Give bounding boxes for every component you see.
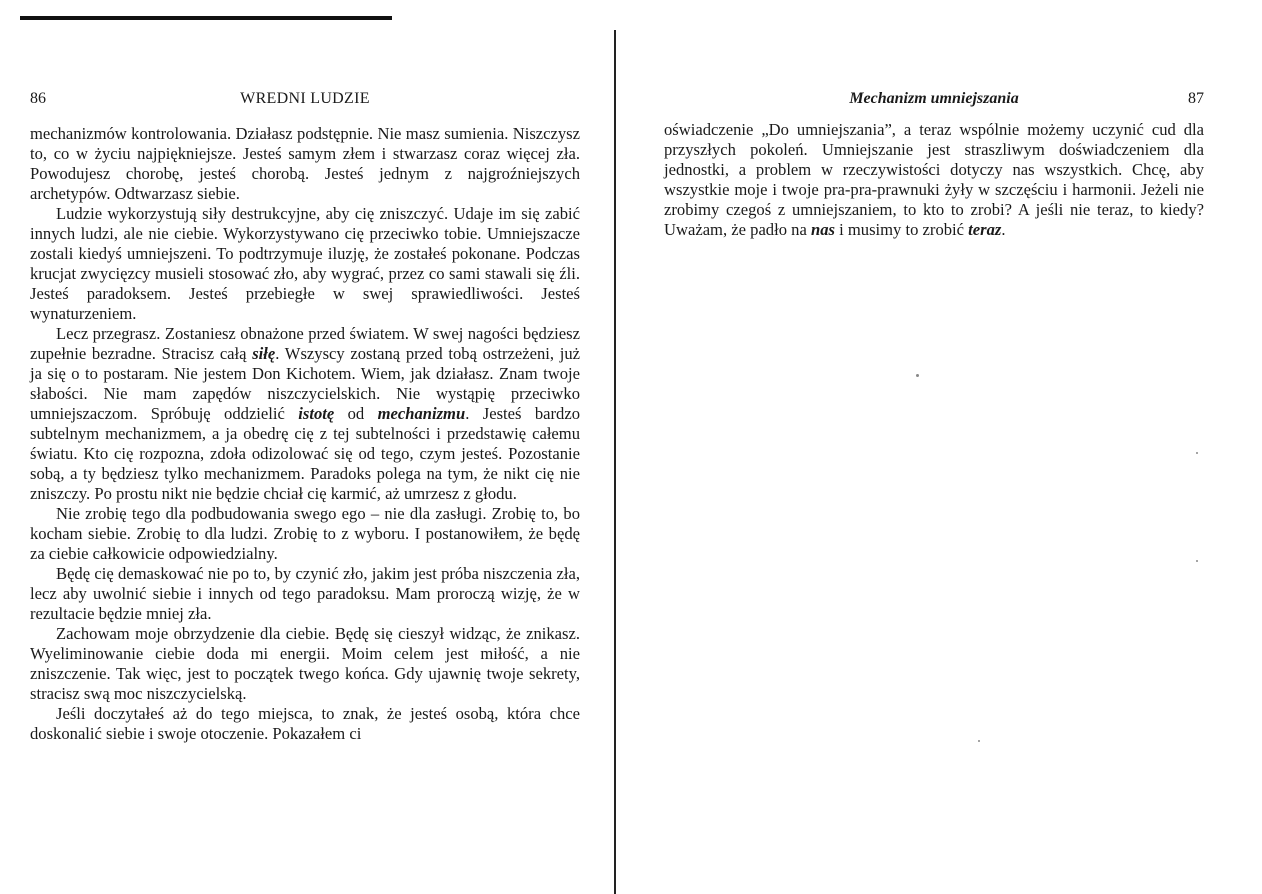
book-spine	[614, 30, 616, 894]
paragraph	[30, 624, 580, 704]
text-run: Jeśli doczytałeś aż do tego miejsca, to znak, że jesteś osobą, która chce doskonalić siebie i swoje otoczenie. Pokazałem ci	[30, 704, 580, 743]
scan-speck	[916, 374, 919, 377]
emphasized-word: siłę	[252, 344, 276, 363]
paragraph	[30, 564, 580, 624]
text-run: i musimy to zrobić	[834, 220, 969, 239]
text-run: od	[334, 404, 378, 423]
paragraph	[30, 124, 580, 204]
scan-speck	[978, 740, 980, 742]
text-run: Będę cię demaskować nie po to, by czynić zło, jakim jest próba niszczenia zła, lecz aby uwolnić siebie i innych od tego paradoksu. Mam proroczą wizję, że w rezultacie będzie mniej zła.	[30, 564, 580, 623]
text-run: Ludzie wykorzystują siły destrukcyjne, aby cię zniszczyć. Udaje im się zabić innych ludzi, ale nie ciebie. Wykorzystywano cię przeciwko tobie. Umniejszacze zostali kiedyś umniejszeni. To podtrzymuje iluzję, że zostałeś pokonane. Podczas krucjat zwycięzcy musieli stosować zło, aby wygrać, przez co sami stawali się źli. Jesteś paradoksem. Jesteś przebiegłe w swej sprawiedliwości. Jesteś wynaturzeniem.	[30, 204, 580, 323]
emphasized-word: teraz	[968, 220, 1002, 239]
paragraph	[30, 504, 580, 564]
emphasized-word: nas	[810, 220, 835, 239]
text-run: Zachowam moje obrzydzenie dla ciebie. Będę się cieszył widząc, że znikasz. Wyeliminowanie ciebie doda mi energii. Moim celem jest miłość, a nie zniszczenie. Tak więc, jest to początek twego końca. Gdy ujawnię twoje sekrety, stracisz swą moc niszczycielską.	[30, 624, 580, 703]
right-body-text	[664, 120, 1204, 240]
scan-speck	[1196, 560, 1198, 562]
text-run: mechanizmów kontrolowania. Działasz podstępnie. Nie masz sumienia. Niszczysz to, co w życiu najpiękniejsze. Jesteś samym złem i stwarzasz coraz więcej zła. Powodujesz chorobę, jesteś chorobą. Jesteś jednym z najgroźniejszych archetypów. Odtwarzasz siebie.	[30, 124, 580, 203]
emphasized-word: istotę	[298, 404, 335, 423]
text-run: .	[1001, 220, 1006, 239]
text-run: oświadczenie „Do umniejszania”, a teraz wspólnie możemy uczynić cud dla przyszłych pokoleń. Umniejszanie jest straszliwym doświadczeniem dla jednostki, a problem w rzeczywistości dotyczy nas wszystkich. Chcę, aby wszystkie moje i twoje pra-pra-prawnuki żyły w szczęściu i harmonii. Jeżeli nie zrobimy czegoś z umniejszaniem, to kto to zrobi? A jeśli nie teraz, to kiedy? Uważam, że padło na	[664, 120, 1204, 239]
right-running-title: Mechanizm umniejszania	[849, 90, 1019, 107]
paragraph	[664, 120, 1204, 240]
right-page	[664, 86, 1204, 240]
right-running-head	[664, 86, 1204, 110]
paragraph	[30, 204, 580, 324]
text-run: . Wszyscy zostaną przed tobą ostrzeżeni, już ja się o to postaram. Nie jestem Don Kichotem. Wiem, jak działasz. Znam twoje słabości. Nie mam zapędów niszczycielskich. Nie wystąpię przeciwko umniejszaczom. Spróbuję oddzielić	[30, 344, 580, 423]
left-running-head	[30, 86, 580, 110]
text-run: Lecz przegrasz. Zostaniesz obnażone przed światem. W swej nagości będziesz zupełnie bezradne. Stracisz całą	[30, 324, 580, 363]
emphasized-word: mechanizmu	[377, 404, 466, 423]
left-body-text	[30, 124, 580, 744]
paragraph	[30, 324, 580, 504]
right-page-number: 87	[1188, 90, 1204, 107]
paragraph	[30, 704, 580, 744]
left-running-title: WREDNI LUDZIE	[240, 90, 370, 107]
top-rule	[20, 16, 392, 20]
left-page	[30, 86, 580, 744]
text-run: Nie zrobię tego dla podbudowania swego ego – nie dla zasługi. Zrobię to, bo kocham siebie. Zrobię to dla ludzi. Zrobię to z wyboru. I postanowiłem, że będę za ciebie całkowicie odpowiedzialny.	[30, 504, 580, 563]
scan-speck	[1196, 452, 1198, 454]
text-run: . Jesteś bardzo subtelnym mechanizmem, a ja obedrę cię z tej subtelności i przedstawię całemu światu. Kto cię rozpozna, zdoła odizolować się od tego, czym jesteś. Pozostanie sobą, a ty będziesz tylko mechanizmem. Paradoks polega na tym, że nikt cię nie zniszczy. Po prostu nikt nie będzie chciał cię karmić, aż umrzesz z głodu.	[30, 404, 580, 503]
left-page-number: 86	[30, 90, 46, 107]
